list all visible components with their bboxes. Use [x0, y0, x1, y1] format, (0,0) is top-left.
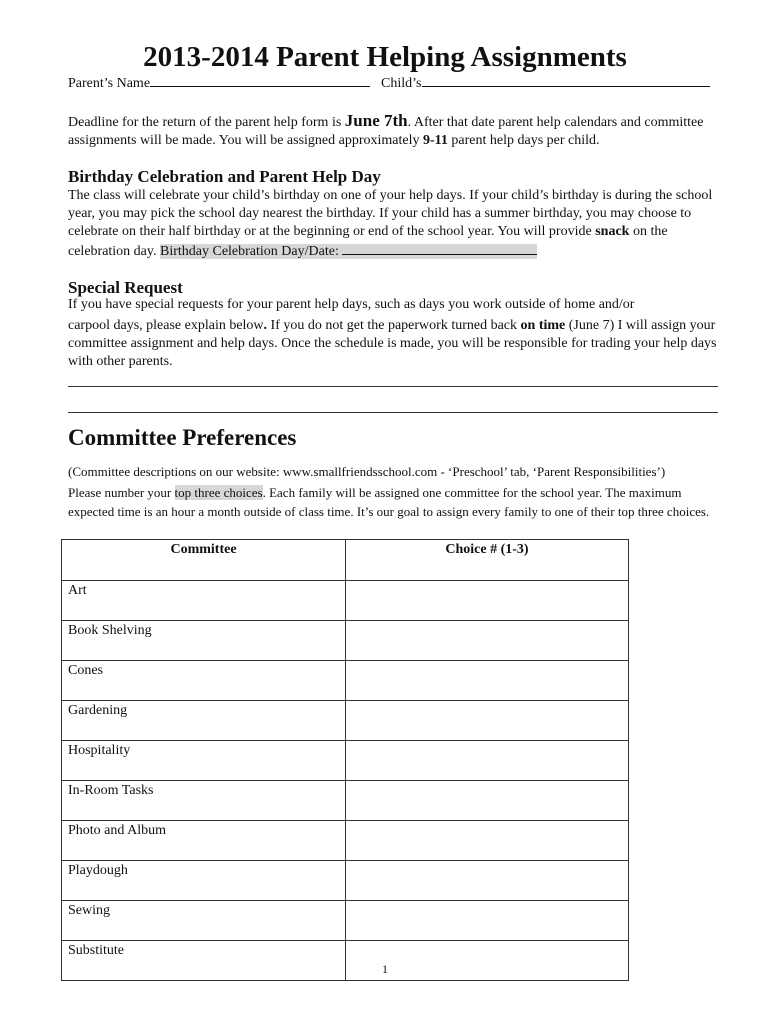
choice-cell[interactable]: [346, 701, 629, 741]
top-three-highlight: top three choices: [174, 485, 263, 500]
special-request-line-1: If you have special requests for your parent help days, such as days you work outside of home and/or: [68, 297, 635, 312]
special-request-line-a[interactable]: [68, 386, 718, 387]
committee-name: Gardening: [62, 701, 346, 741]
help-days-range: 9-11: [423, 133, 448, 148]
choice-cell[interactable]: [346, 741, 629, 781]
committee-instructions: [68, 483, 718, 521]
choice-cell[interactable]: [346, 581, 629, 621]
special-request-heading: Special Request: [68, 278, 183, 297]
table-row: [62, 901, 629, 941]
table-header-row: [62, 540, 629, 581]
committee-name: Cones: [62, 661, 346, 701]
choice-cell[interactable]: [346, 821, 629, 861]
special-dot: .: [263, 318, 268, 333]
special-request-paragraph: [68, 317, 718, 371]
special-text-1: carpool days, please explain below: [68, 318, 264, 333]
page-title: 2013-2014 Parent Helping Assignments: [143, 41, 627, 73]
committee-name: Hospitality: [62, 741, 346, 781]
committee-table: [61, 539, 629, 981]
deadline-text-2: . After that date parent help calendars and committee assignments will be made. You will be assigned approximately: [68, 115, 704, 148]
committee-name: Playdough: [62, 861, 346, 901]
child-name-field[interactable]: [422, 72, 710, 87]
birthday-date-field[interactable]: [342, 241, 537, 255]
committee-description: (Committee descriptions on our website: www.smallfriendsschool.com - ‘Preschool’ tab, ‘Parent Responsibilities’): [68, 464, 666, 479]
choice-column-header: Choice # (1-3): [346, 540, 629, 581]
birthday-paragraph: [68, 187, 718, 261]
table-row: [62, 821, 629, 861]
choice-cell[interactable]: [346, 621, 629, 661]
committee-name: Substitute: [62, 941, 346, 981]
child-name-label: Child’s: [381, 76, 422, 91]
parent-name-field[interactable]: [150, 72, 370, 87]
special-text-3: (June 7) I will assign your committee assignment and help days. Once the schedule is made, you will be responsible for trading your help days with other parents.: [68, 318, 717, 369]
special-request-line-b[interactable]: [68, 412, 718, 413]
committee-column-header: Committee: [62, 540, 346, 581]
snack-word: snack: [595, 224, 630, 239]
table-row: [62, 781, 629, 821]
deadline-date: June 7th: [344, 111, 408, 130]
table-row: [62, 621, 629, 661]
choice-cell[interactable]: [346, 781, 629, 821]
committee-name: Book Shelving: [62, 621, 346, 661]
page-number: 1: [382, 962, 388, 976]
choice-cell[interactable]: [346, 861, 629, 901]
choice-cell[interactable]: [346, 661, 629, 701]
table-row: [62, 661, 629, 701]
birthday-date-field-group[interactable]: [160, 244, 537, 259]
committee-name: In-Room Tasks: [62, 781, 346, 821]
table-row: [62, 581, 629, 621]
on-time-word: on time: [520, 318, 566, 333]
choice-cell[interactable]: [346, 901, 629, 941]
special-text-2: If you do not get the paperwork turned back: [267, 318, 521, 333]
birthday-date-label: Birthday Celebration Day/Date:: [160, 244, 343, 259]
committee-name: Sewing: [62, 901, 346, 941]
table-row: [62, 861, 629, 901]
birthday-heading: Birthday Celebration and Parent Help Day: [68, 167, 381, 186]
committee-name: Art: [62, 581, 346, 621]
birthday-text-2: on the celebration day.: [68, 224, 668, 259]
table-row: [62, 701, 629, 741]
name-fields: [68, 72, 718, 92]
birthday-text-1: The class will celebrate your child’s birthday on one of your help days. If your child’s birthday is during the school year, you may pick the school day nearest the birthday. If your child has a summer birthday, you may choose to celebrate on their half birthday or at the beginning or end of the school year. You will provide: [68, 188, 713, 239]
committee-heading: Committee Preferences: [68, 425, 297, 450]
deadline-paragraph: [68, 112, 718, 150]
instr-text-1: Please number your: [68, 485, 175, 500]
parent-name-label: Parent’s Name: [68, 76, 151, 91]
instr-text-2: . Each family will be assigned one committee for the school year. The maximum expected time is an hour a month outside of class time. It’s our goal to assign every family to one of their top three choices.: [68, 485, 710, 519]
deadline-text-3: parent help days per child.: [447, 133, 600, 148]
committee-name: Photo and Album: [62, 821, 346, 861]
table-row: [62, 741, 629, 781]
deadline-text-1: Deadline for the return of the parent help form is: [68, 115, 345, 130]
